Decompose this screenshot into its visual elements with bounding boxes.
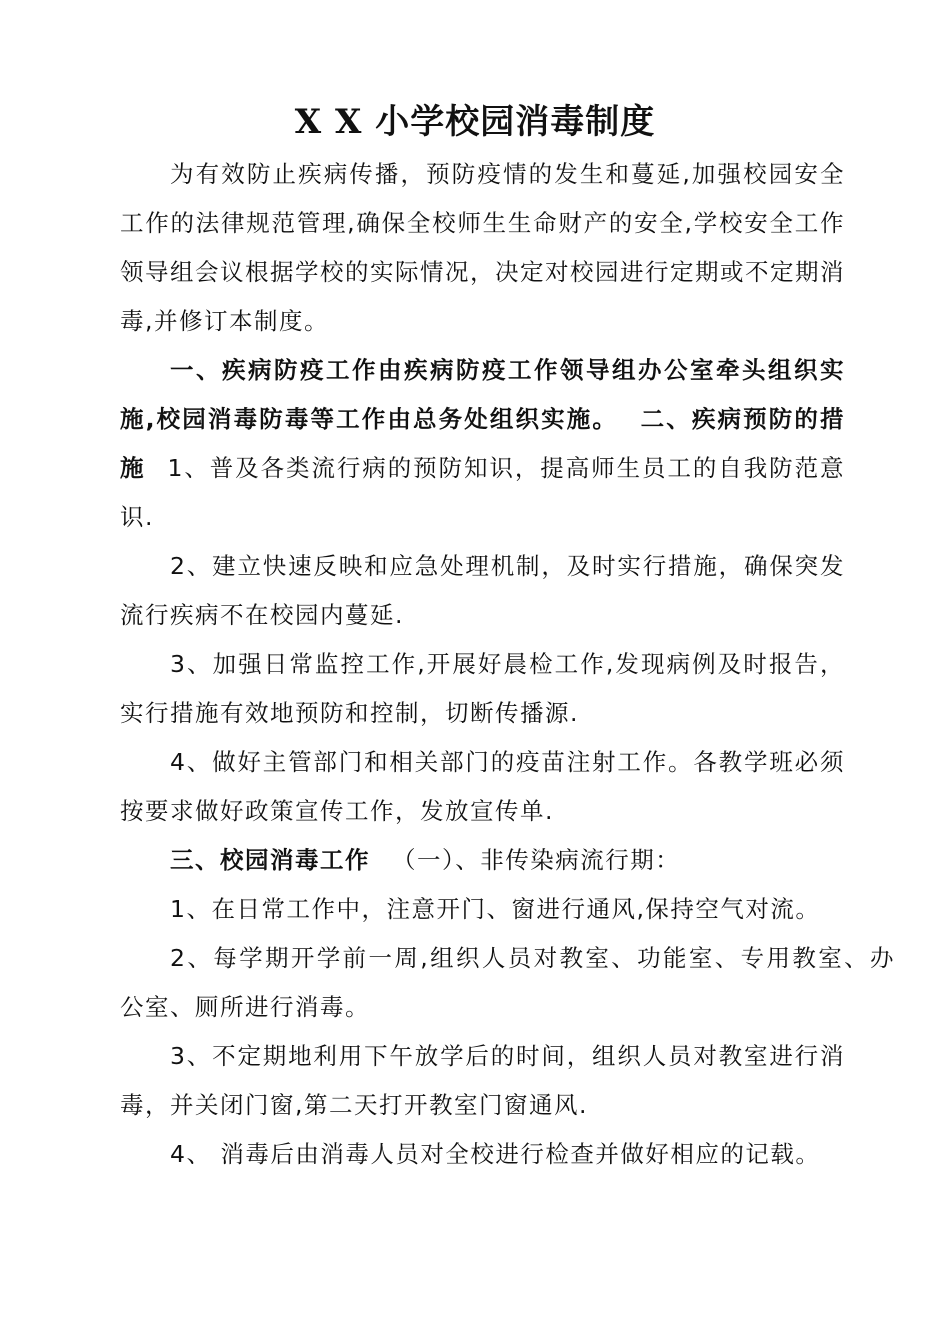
section-3-subheading: （一）、非传染病流行期： <box>392 846 681 874</box>
section-1-paragraph <box>120 346 845 542</box>
section-2-item-1: 1、普及各类流行病的预防知识，提高师生员工的自我防范意识. <box>120 454 846 531</box>
intro-paragraph: 为有效防止疾病传播，预防疫情的发生和蔓延,加强校园安全工作的法律规范管理,确保全校师生生命财产的安全,学校安全工作领导组会议根据学校的实际情况，决定对校园进行定期或不定期消毒,并修订本制度。 <box>120 160 845 335</box>
section-2-item-4: 4、做好主管部门和相关部门的疫苗注射工作。各教学班必须按要求做好政策宣传工作，发放宣传单. <box>120 748 845 825</box>
section-2-heading: 二、疾病预防的措施 <box>120 405 846 482</box>
section-2-item-2: 2、建立快速反映和应急处理机制，及时实行措施，确保突发流行疾病不在校园内蔓延. <box>120 552 845 629</box>
section-2-item-3: 3、加强日常监控工作,开展好晨检工作,发现病例及时报告，实行措施有效地预防和控制，切断传播源. <box>120 650 845 727</box>
section-3-paragraph <box>120 836 845 885</box>
section-1-text: 一、疾病防疫工作由疾病防疫工作领导组办公室牵头组织实施,校园消毒防毒等工作由总务处组织实施。 <box>120 356 845 433</box>
section-3-item-3: 3、不定期地利用下午放学后的时间，组织人员对教室进行消毒，并关闭门窗,第二天打开教室门窗通风. <box>120 1042 845 1119</box>
section-3-item-1: 1、在日常工作中，注意开门、窗进行通风,保持空气对流。 <box>170 895 821 923</box>
section-3-item-2: 2、每学期开学前一周,组织人员对教室、功能室、专用教室、办公室、厕所进行消毒。 <box>120 944 895 1021</box>
section-3-heading: 三、校园消毒工作 <box>170 846 370 874</box>
section-3-item-4: 4、 消毒后由消毒人员对全校进行检查并做好相应的记载。 <box>170 1140 821 1168</box>
document-body <box>120 150 895 1179</box>
document-title: X X 小学校园消毒制度 <box>294 102 656 142</box>
